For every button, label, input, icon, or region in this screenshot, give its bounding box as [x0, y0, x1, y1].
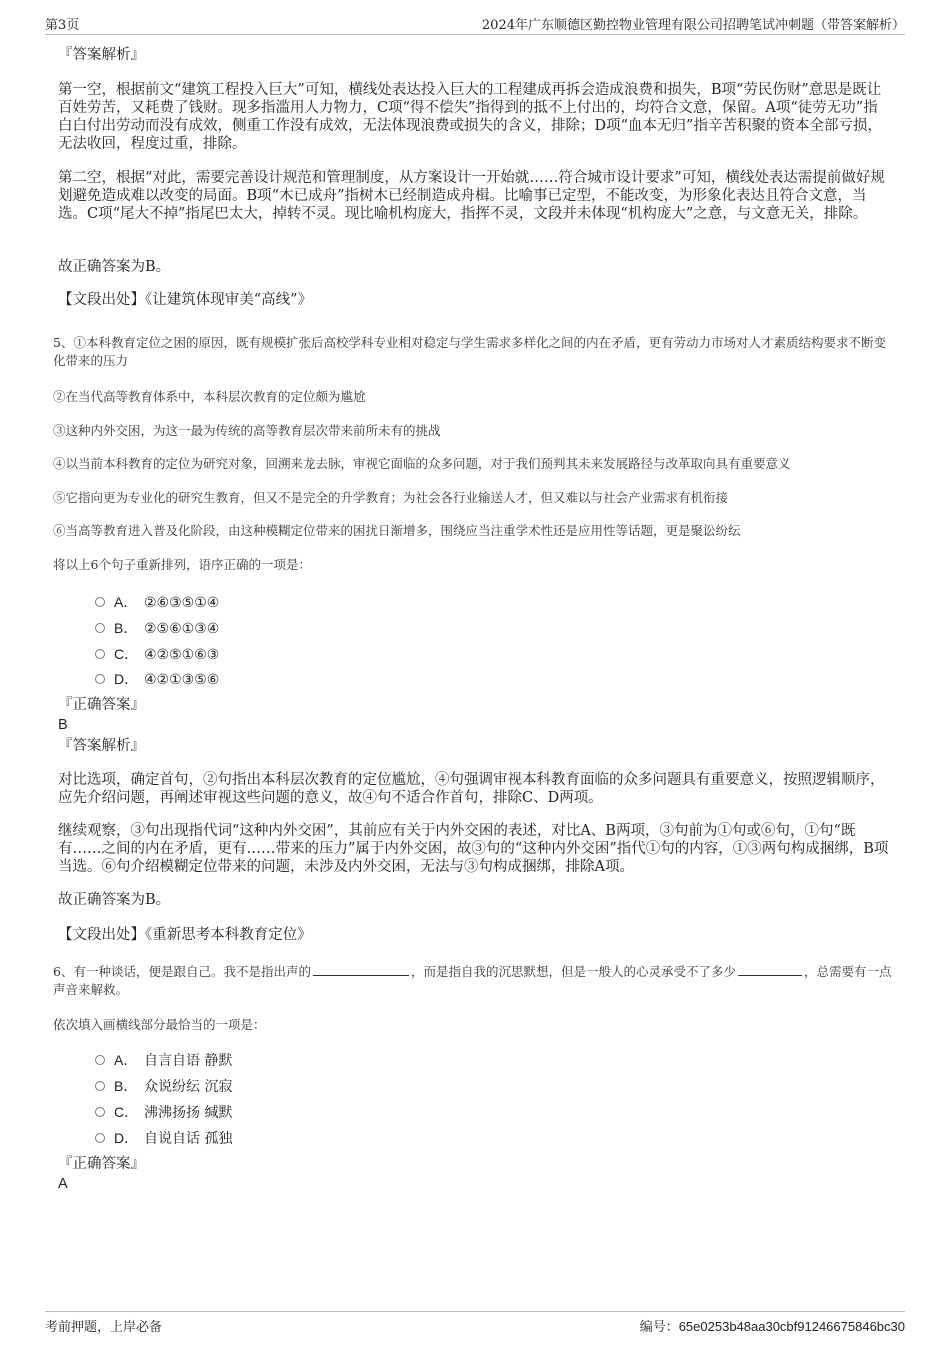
q6-option-a[interactable]: A． 自言自语 静默: [95, 1050, 232, 1070]
q6-option-b[interactable]: B． 众说纷纭 沉寂: [95, 1076, 232, 1096]
q4-analysis-label: 『答案解析』: [58, 47, 145, 63]
q6-option-c[interactable]: C． 沸沸扬扬 缄默: [95, 1102, 232, 1122]
q5-prompt: 将以上6个句子重新排列，语序正确的一项是：: [53, 557, 311, 572]
q5-source: 【文段出处】《重新思考本科教育定位》: [58, 927, 312, 943]
blank-line[interactable]: [738, 962, 802, 976]
q4-analysis-para-1: 第一空，根据前文“建筑工程投入巨大”可知，横线处表达投入巨大的工程建成再拆会造成浪费和损失，B项“劳民伤财”意思是既让百姓劳苦，又耗费了钱财。现多指滥用人力物力，C项“得不偿失”指得到的抵不上付出的，均符合文意，保留。A项“徒劳无功”指白白付出劳动而没有成效，侧重工作没有成效，无法体现浪费或损失的含义，排除；D项“血本无归”指辛苦积聚的资本全部亏损，无法收回，程度过重，排除。: [58, 82, 882, 152]
page-header: [45, 12, 905, 35]
q5-analysis-para-2: 继续观察，③句出现指代词“这种内外交困”，其前应有关于内外交困的表述，对比A、B两项，③句前为①句或⑥句，①句“既有……之间的内在矛盾，更有……带来的压力”属于内外交困，故③句的“这种内外交困”指代①句的内容，①③两句构成捆绑，B项当选。⑥句介绍模糊定位带来的问题，未涉及内外交困，无法与③句构成捆绑，排除A项。: [58, 823, 889, 875]
page-footer: [45, 1311, 905, 1336]
q5-stem-6: ⑥当高等教育进入普及化阶段，由这种模糊定位带来的困扰日渐增多，围绕应当注重学术性还是应用性等话题，更是聚讼纷纭: [53, 523, 741, 538]
q5-analysis-label: 『答案解析』: [58, 738, 145, 754]
q5-stem-4: ④以当前本科教育的定位为研究对象，回溯来龙去脉，审视它面临的众多问题，对于我们预判其未来发展路径与改革取向具有重要意义: [53, 456, 791, 471]
page-number: 第3页: [45, 18, 80, 33]
footer-slogan: 考前押题，上岸必备: [45, 1320, 163, 1335]
radio-icon[interactable]: [95, 674, 105, 684]
q5-conclusion: 故正确答案为B。: [58, 892, 171, 908]
radio-icon[interactable]: [95, 623, 105, 633]
q5-option-d[interactable]: D． ④②①③⑤⑥: [95, 669, 219, 689]
radio-icon[interactable]: [95, 1055, 105, 1065]
q6-prompt: 依次填入画横线部分最恰当的一项是：: [53, 1017, 266, 1032]
q4-source: 【文段出处】《让建筑体现审美“高线”》: [58, 292, 313, 308]
q5-option-b[interactable]: B． ②⑤⑥①③④: [95, 618, 219, 638]
q5-stem-5: ⑤它指向更为专业化的研究生教育，但又不是完全的升学教育；为社会各行业输送人才，但又难以与社会产业需求有机衔接: [53, 490, 729, 505]
q6-answer: A: [58, 1176, 68, 1192]
q5-stem-1: 5、①本科教育定位之困的原因，既有规模扩张后高校学科专业相对稳定与学生需求多样化之间的内在矛盾，更有劳动力市场对人才素质结构要求不断变化带来的压力: [53, 335, 886, 368]
q6-answer-label: 『正确答案』: [58, 1156, 145, 1172]
document-code: 编号：65e0253b48aa30cbf91246675846bc30: [639, 1319, 905, 1334]
q4-analysis-para-2: 第二空，根据“对此，需要完善设计规范和管理制度，从方案设计一开始就……符合城市设计要求”可知，横线处表达需提前做好规划避免造成难以改变的局面。B项“木已成舟”指树木已经制造成舟楫。比喻事已定型，不能改变，为形象化表达且符合文意，当选。C项“尾大不掉”指尾巴太大，掉转不灵。现比喻机构庞大，指挥不灵，文段并未体现“机构庞大”之意，与文意无关，排除。: [58, 170, 885, 222]
q6-stem: 6、有一种谈话，便是跟自己。我不是指出声的 ，而是指自我的沉思默想，但是一般人的心灵承受不了多少 ，总需要有一点声音来解救。: [53, 964, 892, 997]
q5-answer: B: [58, 717, 68, 733]
q5-option-a[interactable]: A． ②⑥③⑤①④: [95, 592, 219, 612]
radio-icon[interactable]: [95, 1081, 105, 1091]
radio-icon[interactable]: [95, 649, 105, 659]
radio-icon[interactable]: [95, 597, 105, 607]
q5-stem-2: ②在当代高等教育体系中，本科层次教育的定位颇为尴尬: [53, 389, 366, 404]
blank-line[interactable]: [313, 962, 409, 976]
radio-icon[interactable]: [95, 1133, 105, 1143]
q5-stem-3: ③这种内外交困，为这一最为传统的高等教育层次带来前所未有的挑战: [53, 423, 441, 438]
document-title: 2024年广东顺德区勤控物业管理有限公司招聘笔试冲刺题（带答案解析）: [481, 18, 905, 33]
q5-answer-label: 『正确答案』: [58, 697, 145, 713]
q4-conclusion: 故正确答案为B。: [58, 259, 171, 275]
q5-option-c[interactable]: C． ④②⑤①⑥③: [95, 644, 219, 664]
radio-icon[interactable]: [95, 1107, 105, 1117]
q6-option-d[interactable]: D． 自说自话 孤独: [95, 1128, 232, 1148]
q5-analysis-para-1: 对比选项，确定首句，②句指出本科层次教育的定位尴尬，④句强调审视本科教育面临的众多问题具有重要意义，按照逻辑顺序，应先介绍问题，再阐述审视这些问题的意义，故④句不适合作首句，排除C、D两项。: [58, 772, 885, 806]
